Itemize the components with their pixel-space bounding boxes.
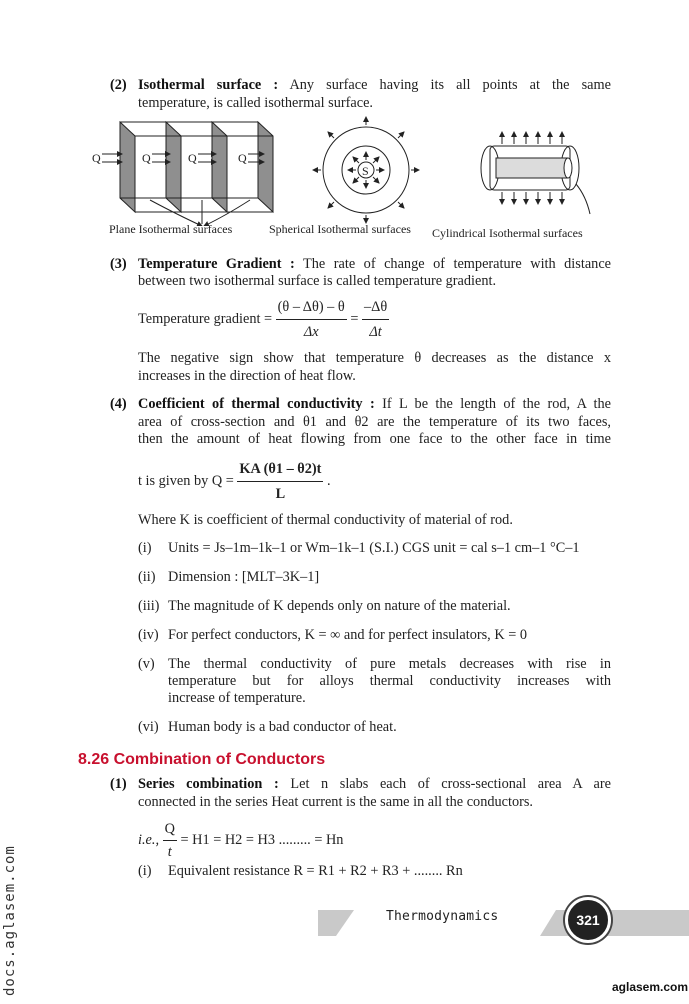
series-fraction [163, 820, 177, 861]
q-label-4: Q [238, 151, 247, 165]
isothermal-line1 [138, 77, 611, 95]
plane-slabs-diagram [120, 122, 273, 212]
spherical-caption: Spherical Isothermal surfaces [269, 222, 411, 236]
item-number-series: (1) [110, 776, 127, 792]
list-item-human-body: Human body is a bad conductor of heat. [168, 719, 397, 735]
gradient-formula [138, 297, 538, 342]
list-item-metals-1: The thermal conductivity of pure metals decreases with rise in [168, 656, 611, 672]
footer-chapter: Thermodynamics [386, 909, 499, 924]
series-line2: connected in the series Heat current is the same in all the conductors. [138, 794, 534, 810]
gradient-term: Temperature Gradient : [138, 256, 295, 272]
list-marker-i: (i) [138, 540, 152, 556]
gradient-frac1-den: Δx [303, 324, 319, 340]
side-watermark-url[interactable]: docs.aglasem.com [2, 845, 18, 996]
series-frac-num: Q [163, 820, 177, 841]
series-eq-rest: = H1 = H2 = H3 ......... = Hn [180, 831, 344, 848]
section-heading: 8.26 Combination of Conductors [78, 751, 326, 768]
item-number-conductivity: (4) [110, 396, 127, 412]
cylindrical-diagram [481, 132, 590, 214]
list-item-magnitude: The magnitude of K depends only on nature of the material. [168, 598, 511, 614]
source-label: S [362, 164, 369, 178]
gradient-line1 [138, 256, 611, 274]
series-text1: Let n slabs each of cross-sectional area A are [290, 776, 612, 792]
list-marker-ii: (ii) [138, 569, 156, 585]
cylindrical-caption: Cylindrical Isothermal surfaces [432, 226, 583, 240]
plane-caption: Plane Isothermal surfaces [109, 222, 233, 236]
conductivity-text1: If L be the length of the rod, A the [382, 396, 612, 412]
series-line1 [138, 776, 611, 794]
gradient-neg-line1: The negative sign show that temperature θ decreases as the distance x [138, 350, 611, 366]
series-marker-i: (i) [138, 863, 152, 879]
list-marker-iii: (iii) [138, 598, 160, 614]
conductivity-line1 [138, 396, 611, 414]
gradient-frac2-num: –Δθ [362, 297, 389, 320]
q-label-3: Q [188, 151, 197, 165]
conductivity-formula [138, 459, 438, 504]
series-ie-label: i.e., [138, 831, 160, 848]
gradient-frac2-den: Δt [369, 324, 382, 340]
series-frac-den: t [167, 844, 172, 860]
conductivity-frac-num: KA (θ1 – θ2)t [237, 459, 323, 482]
isothermal-surfaces-figure [90, 116, 610, 226]
series-equivalent-resistance: Equivalent resistance R = R1 + R2 + R3 + ........ Rn [168, 863, 463, 879]
list-marker-v: (v) [138, 656, 155, 672]
brand-url[interactable]: aglasem.com [612, 980, 689, 994]
series-term: Series combination : [138, 776, 279, 792]
q-label-1: Q [92, 151, 101, 165]
gradient-line2: between two isothermal surface is called temperature gradient. [138, 273, 497, 289]
gradient-text1: The rate of change of temperature with distance [303, 256, 612, 272]
list-marker-iv: (iv) [138, 627, 159, 643]
isothermal-line2: temperature, is called isothermal surface. [138, 95, 373, 111]
list-marker-vi: (vi) [138, 719, 159, 735]
list-item-dimension: Dimension : [MLT–3K–1] [168, 569, 320, 585]
item-number-isothermal: (2) [110, 77, 127, 93]
list-item-metals-3: increase of temperature. [168, 690, 306, 706]
conductivity-formula-end: . [327, 472, 331, 489]
isothermal-text1: Any surface having its all points at the same [289, 77, 611, 93]
conductivity-frac-den: L [275, 486, 286, 502]
gradient-fraction-2 [362, 297, 389, 342]
list-item-metals-2: temperature but for alloys thermal conductivity increases with [168, 673, 611, 689]
isothermal-term: Isothermal surface : [138, 77, 279, 93]
series-equation [138, 820, 538, 861]
conductivity-formula-prefix: t is given by Q = [138, 472, 234, 489]
q-label-2: Q [142, 151, 151, 165]
page-number-badge: 321 [565, 897, 611, 943]
gradient-frac1-num: (θ – Δθ) – θ [276, 297, 347, 320]
gradient-formula-label: Temperature gradient = [138, 310, 273, 327]
conductivity-line3: then the amount of heat flowing from one face to the other face in time [138, 431, 611, 447]
item-number-gradient: (3) [110, 256, 127, 272]
list-item-perfect: For perfect conductors, K = ∞ and for perfect insulators, K = 0 [168, 627, 528, 643]
conductivity-line2: area of cross-section and θ1 and θ2 are the temperature of its two faces, [138, 414, 611, 430]
conductivity-where: Where K is coefficient of thermal conductivity of material of rod. [138, 512, 513, 528]
footer-bar [318, 910, 689, 936]
gradient-neg-line2: increases in the direction of heat flow. [138, 368, 356, 384]
gradient-fraction-1 [276, 297, 347, 342]
gradient-equals: = [350, 310, 359, 327]
conductivity-term: Coefficient of thermal conductivity : [138, 396, 375, 412]
list-item-units: Units = Js–1m–1k–1 or Wm–1k–1 (S.I.) CGS unit = cal s–1 cm–1 °C–1 [168, 540, 580, 556]
conductivity-fraction [237, 459, 323, 504]
